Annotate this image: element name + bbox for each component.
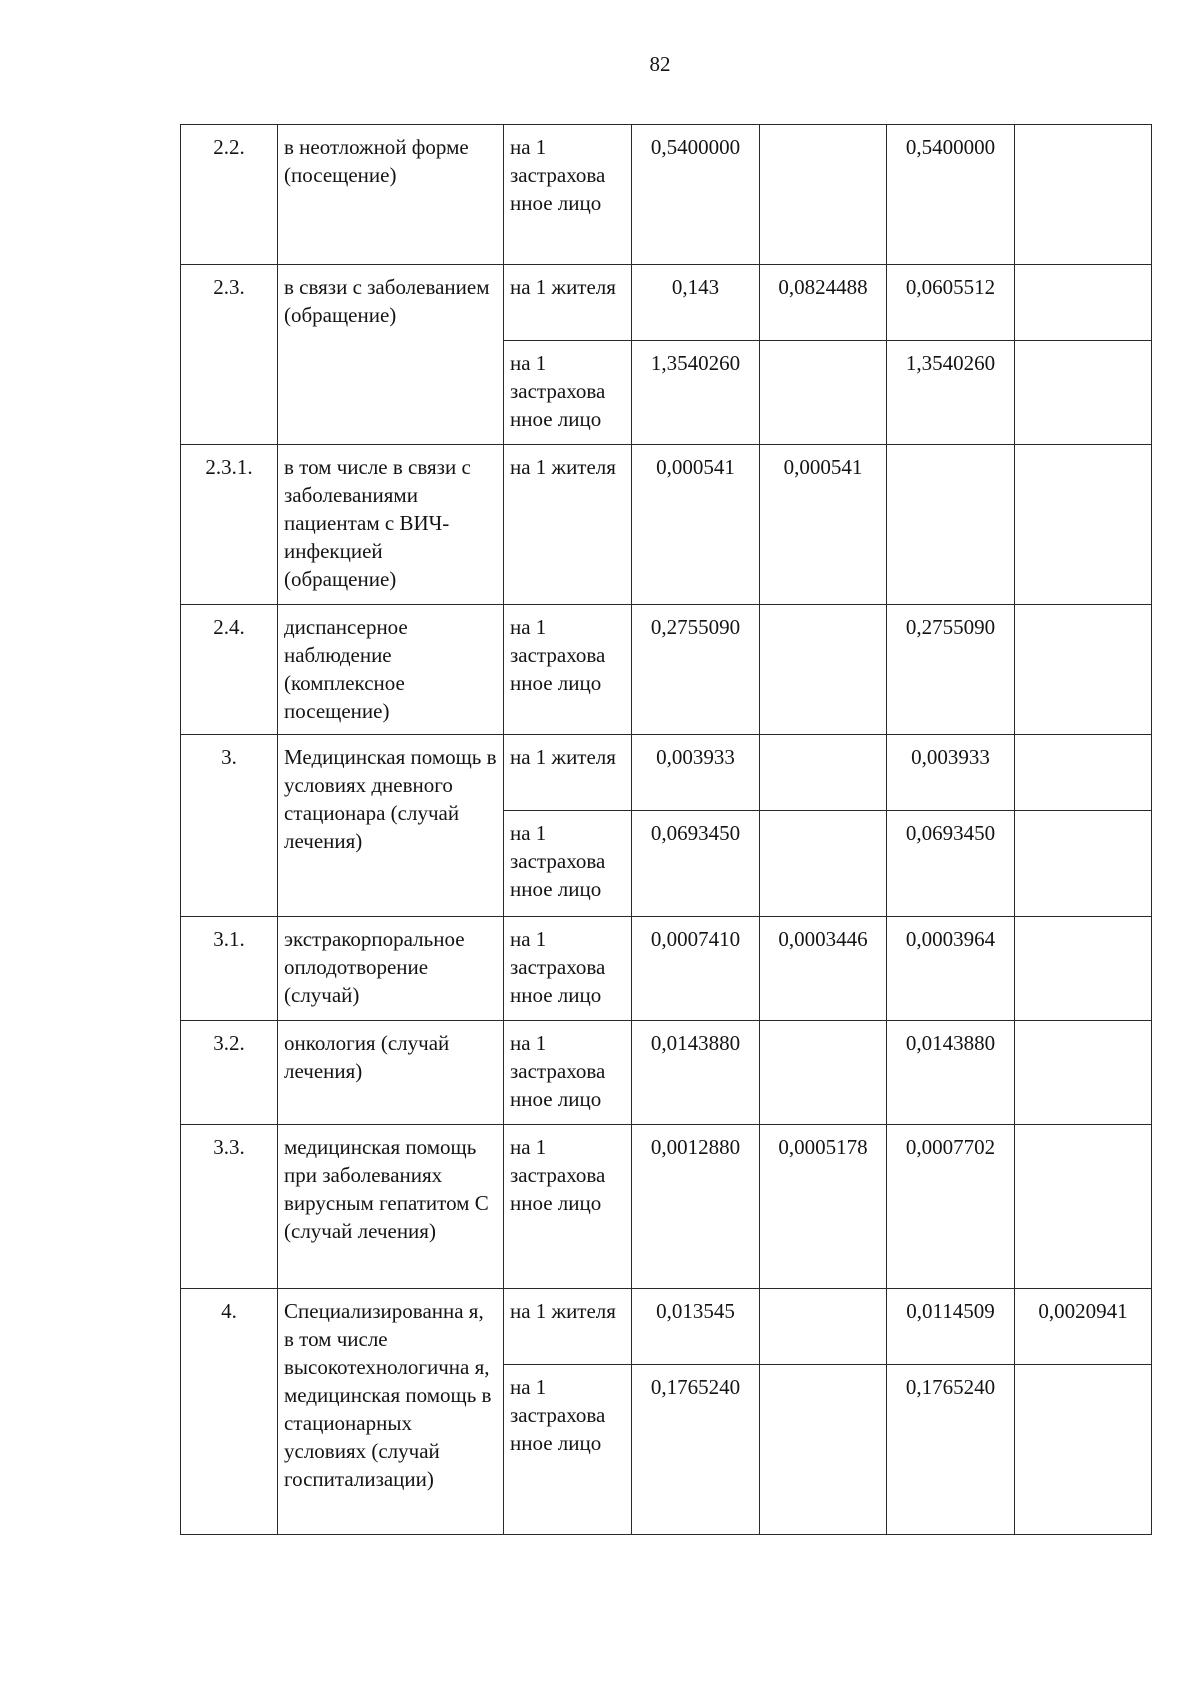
total-value-cell: 0,013545: [632, 1289, 760, 1365]
table-row: [181, 605, 1152, 735]
care-type-cell: медицинская помощь при заболеваниях вирусным гепатитом С (случай лечения): [278, 1125, 504, 1289]
value-cell-col5: [760, 605, 887, 735]
care-type-cell: Специализированна я, в том числе высокотехнологична я, медицинская помощь в стационарных условиях (случай госпитализации): [278, 1289, 504, 1535]
total-value-cell: 0,0143880: [632, 1021, 760, 1125]
row-number-cell: 3.1.: [181, 917, 278, 1021]
page-number: 82: [649, 52, 671, 76]
table-row: [181, 917, 1152, 1021]
care-type-cell: в том числе в связи с заболеваниями пациентам с ВИЧ-инфекцией (обращение): [278, 445, 504, 605]
unit-cell: на 1 застрахова нное лицо: [504, 917, 632, 1021]
value-cell-col6: 0,0003964: [887, 917, 1015, 1021]
value-cell-col5: 0,0824488: [760, 265, 887, 341]
value-cell-col5: 0,0003446: [760, 917, 887, 1021]
value-cell-col7: [1015, 917, 1152, 1021]
value-cell-col7: [1015, 1365, 1152, 1535]
value-cell-col5: [760, 1289, 887, 1365]
total-value-cell: 0,000541: [632, 445, 760, 605]
total-value-cell: 0,5400000: [632, 125, 760, 265]
value-cell-col7: 0,0020941: [1015, 1289, 1152, 1365]
row-number-cell: 2.4.: [181, 605, 278, 735]
total-value-cell: 0,143: [632, 265, 760, 341]
unit-cell: на 1 застрахова нное лицо: [504, 341, 632, 445]
row-number-cell: 3.3.: [181, 1125, 278, 1289]
value-cell-col7: [1015, 341, 1152, 445]
table-row: [181, 1021, 1152, 1125]
unit-cell: на 1 застрахова нное лицо: [504, 1365, 632, 1535]
value-cell-col6: 0,0007702: [887, 1125, 1015, 1289]
value-cell-col5: 0,000541: [760, 445, 887, 605]
unit-cell: на 1 застрахова нное лицо: [504, 125, 632, 265]
total-value-cell: 0,0012880: [632, 1125, 760, 1289]
unit-cell: на 1 жителя: [504, 1289, 632, 1365]
value-cell-col6: 0,5400000: [887, 125, 1015, 265]
care-type-cell: онкология (случай лечения): [278, 1021, 504, 1125]
value-cell-col5: [760, 125, 887, 265]
value-cell-col6: [887, 445, 1015, 605]
row-number-cell: 3.2.: [181, 1021, 278, 1125]
norms-table: [180, 124, 1152, 1535]
value-cell-col7: [1015, 605, 1152, 735]
unit-cell: на 1 жителя: [504, 445, 632, 605]
row-number-cell: 3.: [181, 735, 278, 917]
care-type-cell: в связи с заболеванием (обращение): [278, 265, 504, 445]
value-cell-col7: [1015, 1021, 1152, 1125]
value-cell-col6: 0,0605512: [887, 265, 1015, 341]
unit-cell: на 1 застрахова нное лицо: [504, 811, 632, 917]
value-cell-col6: 0,003933: [887, 735, 1015, 811]
row-number-cell: 4.: [181, 1289, 278, 1535]
care-type-cell: в неотложной форме (посещение): [278, 125, 504, 265]
total-value-cell: 0,0007410: [632, 917, 760, 1021]
total-value-cell: 0,003933: [632, 735, 760, 811]
unit-cell: на 1 застрахова нное лицо: [504, 1021, 632, 1125]
unit-cell: на 1 застрахова нное лицо: [504, 605, 632, 735]
unit-cell: на 1 жителя: [504, 735, 632, 811]
value-cell-col7: [1015, 1125, 1152, 1289]
row-number-cell: 2.3.: [181, 265, 278, 445]
value-cell-col7: [1015, 125, 1152, 265]
total-value-cell: 0,1765240: [632, 1365, 760, 1535]
table-row: [181, 735, 1152, 811]
value-cell-col5: [760, 1021, 887, 1125]
value-cell-col5: [760, 341, 887, 445]
table-row: [181, 445, 1152, 605]
care-type-cell: экстракорпоральное оплодотворение (случай): [278, 917, 504, 1021]
row-number-cell: 2.3.1.: [181, 445, 278, 605]
value-cell-col6: 1,3540260: [887, 341, 1015, 445]
total-value-cell: 0,2755090: [632, 605, 760, 735]
row-number-cell: 2.2.: [181, 125, 278, 265]
total-value-cell: 1,3540260: [632, 341, 760, 445]
value-cell-col6: 0,0693450: [887, 811, 1015, 917]
unit-cell: на 1 жителя: [504, 265, 632, 341]
value-cell-col7: [1015, 811, 1152, 917]
table-row: [181, 265, 1152, 341]
value-cell-col7: [1015, 445, 1152, 605]
value-cell-col6: 0,1765240: [887, 1365, 1015, 1535]
value-cell-col5: [760, 735, 887, 811]
value-cell-col6: 0,2755090: [887, 605, 1015, 735]
value-cell-col5: 0,0005178: [760, 1125, 887, 1289]
value-cell-col6: 0,0114509: [887, 1289, 1015, 1365]
unit-cell: на 1 застрахова нное лицо: [504, 1125, 632, 1289]
care-type-cell: Медицинская помощь в условиях дневного стационара (случай лечения): [278, 735, 504, 917]
total-value-cell: 0,0693450: [632, 811, 760, 917]
table-row: [181, 125, 1152, 265]
care-type-cell: диспансерное наблюдение (комплексное посещение): [278, 605, 504, 735]
value-cell-col5: [760, 1365, 887, 1535]
value-cell-col7: [1015, 265, 1152, 341]
value-cell-col6: 0,0143880: [887, 1021, 1015, 1125]
table-row: [181, 1289, 1152, 1365]
value-cell-col5: [760, 811, 887, 917]
value-cell-col7: [1015, 735, 1152, 811]
table-row: [181, 1125, 1152, 1289]
